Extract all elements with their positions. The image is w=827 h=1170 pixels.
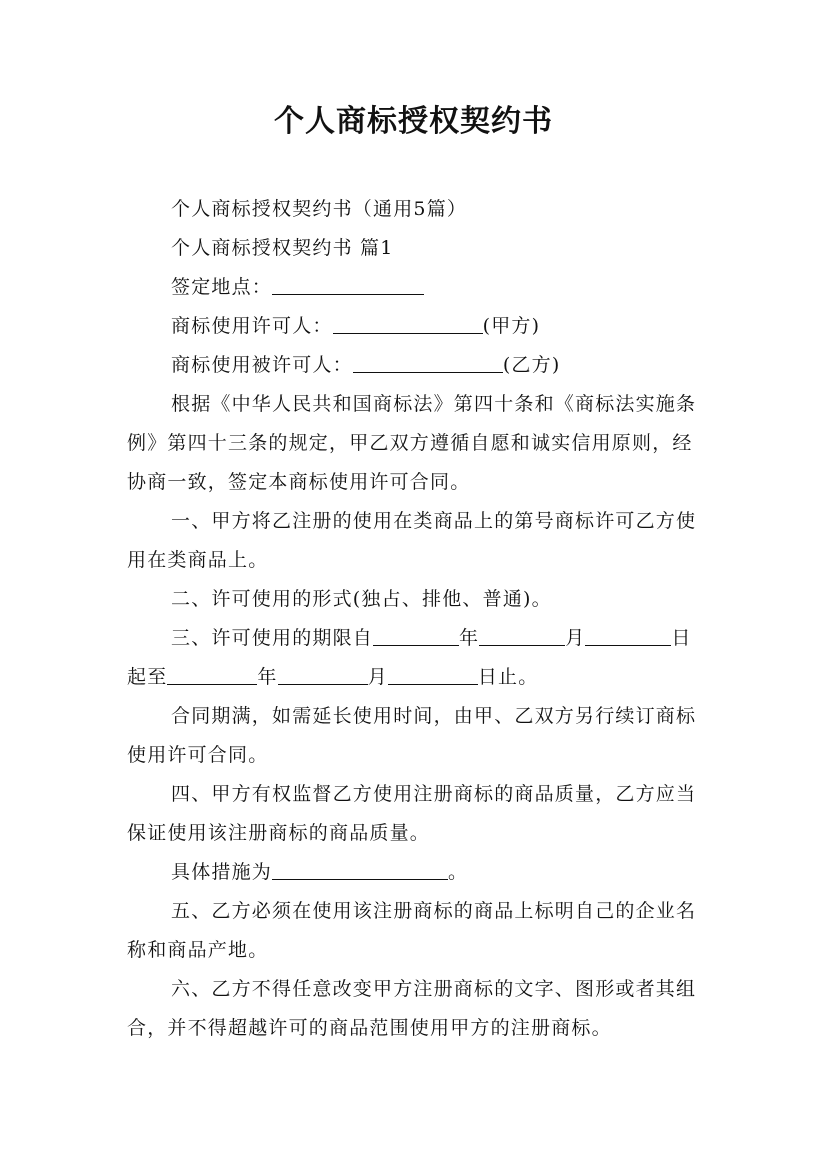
- end-year-blank: [167, 683, 257, 685]
- licensor-blank: [333, 332, 483, 334]
- licensee-suffix: (乙方): [502, 354, 561, 376]
- document-title: 个人商标授权契约书: [274, 104, 553, 139]
- end-month-blank: [278, 683, 368, 685]
- term-start-label: 三、许可使用的期限自: [171, 627, 374, 649]
- year-label: 年: [459, 627, 480, 649]
- year-label-2: 年: [257, 666, 278, 688]
- licensee-label: 商标使用被许可人：: [171, 354, 353, 376]
- end-day-blank: [388, 683, 478, 685]
- start-day-blank: [585, 644, 671, 646]
- measures-end: 。: [448, 861, 469, 883]
- measures-label: 具体措施为: [171, 861, 273, 883]
- paragraph-collection-heading: 个人商标授权契约书（通用5篇）: [171, 198, 468, 220]
- licensor-suffix: (甲方): [482, 315, 541, 337]
- paragraph-legal-basis: 根据《中华人民共和国商标法》第四十条和《商标法实施条例》第四十三条的规定，甲乙双方遵循自愿和诚实信用原则，经协商一致，签定本商标使用许可合同。: [127, 393, 697, 493]
- paragraph-clause-2: 二、许可使用的形式(独占、排他、普通)。: [171, 588, 552, 610]
- licensor-label: 商标使用许可人：: [171, 315, 333, 337]
- paragraph-clause-1: 一、甲方将乙注册的使用在类商品上的第号商标许可乙方使用在类商品上。: [127, 510, 697, 571]
- term-end-suffix: 日止。: [477, 666, 539, 688]
- term-end-label: 日起至: [127, 627, 692, 688]
- document-body: [127, 190, 707, 1048]
- signing-place-label: 签定地点：: [171, 276, 273, 298]
- paragraph-measures: [127, 853, 707, 892]
- paragraph-clause-5: 五、乙方必须在使用该注册商标的商品上标明自己的企业名称和商品产地。: [127, 900, 697, 961]
- start-year-blank: [373, 644, 459, 646]
- paragraph-licensee: [127, 346, 707, 385]
- paragraph-clause-4: 四、甲方有权监督乙方使用注册商标的商品质量，乙方应当保证使用该注册商标的商品质量。: [127, 783, 697, 844]
- paragraph-clause-6: 六、乙方不得任意改变甲方注册商标的文字、图形或者其组合，并不得超越许可的商品范围使用甲方的注册商标。: [127, 978, 697, 1039]
- paragraph-clause-3: [127, 619, 707, 697]
- licensee-blank: [353, 371, 503, 373]
- signing-place-blank: [272, 293, 424, 295]
- month-label: 月: [565, 627, 586, 649]
- paragraph-signing-place: [127, 268, 707, 307]
- paragraph-renewal: 合同期满，如需延长使用时间，由甲、乙双方另行续订商标使用许可合同。: [127, 705, 697, 766]
- measures-blank: [272, 878, 448, 880]
- paragraph-section-heading: 个人商标授权契约书 篇1: [171, 237, 394, 259]
- start-month-blank: [479, 644, 565, 646]
- month-label-2: 月: [367, 666, 388, 688]
- paragraph-licensor: [127, 307, 707, 346]
